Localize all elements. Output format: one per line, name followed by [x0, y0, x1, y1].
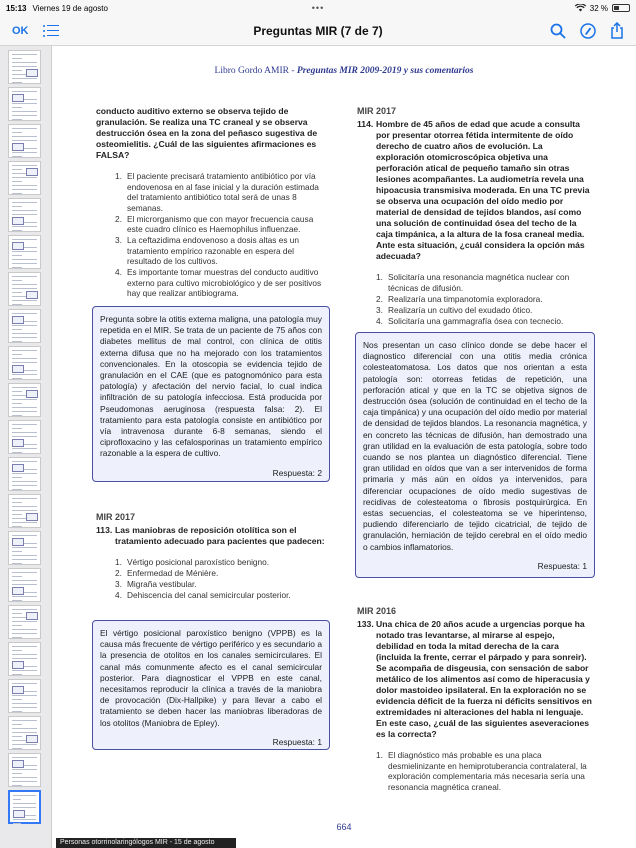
- option-number: 1.: [376, 750, 383, 760]
- option-item: [115, 579, 328, 590]
- option-text: Dehiscencia del canal semicircular posterior.: [127, 590, 291, 600]
- page-thumbnail[interactable]: [8, 568, 41, 602]
- page-thumbnail[interactable]: [8, 235, 41, 269]
- option-number: 1.: [115, 557, 122, 567]
- question-133: [357, 606, 592, 793]
- option-text: Enfermedad de Ménière.: [127, 568, 219, 578]
- commentary-text: Nos presentan un caso clínico donde se debe hacer el diagnostico diferencial con una otitis media crónica colesteatomatosa. Los datos que nos orientan a esta patología son: otorreas fetidas de repetición, una perforación atical y que en la TC se objetiva signos de destrucción ósea (solución de continuidad en el techo de la caja timpánica) y una ocupación del oído medio por material de densidad de tejidos blandos. La resonancia magnética, y en concreto las técnicas de difusión, han demostrado una gran utilidad en la evaluación de esta patología, sobre todo cuando se nos plantea un diagnóstico diferencial. Tiene gran utilidad en oídos que van a ser intervenidos de forma primaria y más aún en oídos ya intervenidos, para diferenciar ocupaciones de oído medio sugestivas de recidivas de colesteatoma o fibrosis postquirúrgica. En estas secuencias, el colesteatoma se ve hiperintenso, pudiendo diferenciarlo de tejido cicatricial, de tejido de granulación, herniación de tejido cerebral en el oído medio o cambios inflamatorios.: [363, 340, 587, 552]
- answer-label: Respuesta: 2: [272, 467, 322, 478]
- option-item: [115, 214, 328, 235]
- option-number: 2.: [376, 293, 383, 304]
- book-title: Libro Gordo AMIR: [214, 66, 289, 76]
- option-number: 4.: [115, 590, 122, 600]
- page-thumbnail[interactable]: [8, 605, 41, 639]
- page-thumbnail[interactable]: [8, 87, 41, 121]
- question-text: Una chica de 20 años acude a urgencias porque ha notado tras levantarse, al mirarse al espejo, debilidad en toda la mitad derecha de la cara (incluida la frente, cerrar el párpado y para sonreir). Se acompaña de disgeusia, con sensación de sabor metálico de los alimentos así como de hiperacusia y dolor mastoideo ipsilateral. En la exploración no se evidencia déficit de la fuerza ni déficits sensitivos en extremidades ni alteraciones del habla ni lenguaje. En este caso, ¿cuál de las siguientes aseveraciones es la correcta?: [376, 619, 592, 739]
- option-item: [376, 750, 592, 792]
- option-number: 2.: [115, 568, 122, 578]
- question-text: Las maniobras de reposición otolítica son el tratamiento adecuado para pacientes que padecen:: [115, 525, 325, 546]
- book-subtitle: Preguntas MIR 2009-2019 y sus comentarios: [296, 66, 474, 76]
- option-text: El diagnóstico más probable es una placa desmielinizante en hemiprotuberancia contralateral, la exploración complementaria más necesaria sería una resonancia magnética craneal.: [388, 750, 587, 792]
- battery-percent: 32 %: [589, 3, 608, 13]
- commentary-box: [355, 332, 595, 578]
- done-button[interactable]: OK: [12, 24, 29, 37]
- bottom-preview-strip[interactable]: Personas otorrinolaringólogos MIR - 15 de agosto: [56, 838, 236, 848]
- options-list: [357, 750, 592, 792]
- status-bar: [0, 0, 636, 16]
- option-item: [115, 171, 328, 213]
- question-text: conducto auditivo externo se observa tejido de granulación. Se realiza una TC craneal y se observa destrucción ósea en la zona del peñasco sugestiva de osteomielitis. ¿Cuál de las siguientes afirmaciones es FALSA?: [96, 106, 318, 160]
- commentary-text: Pregunta sobre la otitis externa maligna, una patología muy repetida en el MIR. Se trata de un paciente de 75 años con diabetes mellitus de mal control, con clínica de otitis externa difusa que no ha mejorado con los tratamientos convencionales. En la otoscopia se evidencia tejido de granulación en el CAE (que es patognomónico para esta patología) y afectación del nervio facial, lo cual indica infiltración de su patología infecciosa. Está producida por Pseudomonas aeruginosa (respuesta falsa: 2). El tratamiento para esta patología consiste en antibiótico por vía intravenosa durante 6-8 semanas, siendo el ciprofloxacino y las cefalosporinas un tratamiento empírico razonable a la espera de cultivo.: [100, 314, 322, 459]
- option-text: El paciente precisará tratamiento antibiótico por vía endovenosa en al fase inicial y la duración estimada del tratamiento antibiótico total será de unas 8 semanas.: [127, 171, 319, 213]
- exam-year-tag: MIR 2017: [96, 512, 136, 522]
- question-114: [357, 106, 592, 327]
- commentary-text: El vértigo posicional paroxístico benigno (VPPB) es la causa más frecuente de vértigo periférico y es secundario a la presencia de otolitos en los canales semicirculares. El canal más comunmente afecto es el canal semicircular posterior. Para diagnosticar el VPPB en este canal, necesitamos reproducir la clínica a través de la maniobra de provocación (Dix-Hallpike) y para llevar a cabo el tratamiento se deben hacer las maniobras liberadoras de los otolitos (Maniobra de Epley).: [100, 628, 322, 728]
- markup-icon[interactable]: [580, 23, 596, 39]
- options-list: [96, 171, 328, 299]
- page-thumbnail[interactable]: [8, 790, 41, 824]
- page-thumbnail[interactable]: [8, 383, 41, 417]
- page-thumbnail[interactable]: [8, 124, 41, 158]
- nav-bar: [0, 16, 636, 46]
- share-icon[interactable]: [610, 22, 624, 39]
- option-number: 4.: [376, 315, 383, 326]
- question-number: 133.: [357, 619, 374, 629]
- options-list: [96, 557, 328, 601]
- option-text: Migraña vestibular.: [127, 579, 197, 589]
- option-item: [115, 267, 328, 299]
- option-item: [115, 557, 328, 568]
- question-113: [96, 512, 328, 601]
- search-icon[interactable]: [550, 23, 566, 39]
- page-thumbnail[interactable]: [8, 642, 41, 676]
- option-text: Vértigo posicional paroxístico benigno.: [127, 557, 270, 567]
- wifi-icon: [575, 4, 586, 12]
- document-title: Preguntas MIR (7 de 7): [253, 23, 383, 38]
- option-number: 3.: [115, 579, 122, 589]
- page-thumbnail[interactable]: [8, 531, 41, 565]
- option-text: Solicitaría una gammagrafía ósea con tecnecio.: [388, 315, 564, 326]
- answer-label: Respuesta: 1: [537, 560, 587, 571]
- exam-year-tag: MIR 2017: [357, 106, 397, 116]
- option-number: 3.: [376, 304, 383, 315]
- question-text: Hombre de 45 años de edad que acude a consulta por presentar otorrea fétida intermitente de oído derecho de cuatro años de evolución. La exploración otomicroscópica objetiva una perforación atical de pequeño tamaño sin otras lesiones acompañantes. La audiometría revela una hipoacusia transmisiva moderada. En una TC previa se observa una ocupación del oído medio por material de densidad de tejidos blandos, así como una solución de continuidad ósea del techo de la caja timpánica, a la altura de la fosa craneal media. Ante esta situación, ¿cuál considera la opción más adecuada?: [376, 119, 590, 261]
- page-thumbnail[interactable]: [8, 753, 41, 787]
- page-thumbnail[interactable]: [8, 457, 41, 491]
- battery-icon: [612, 4, 630, 12]
- multitask-dots-icon[interactable]: •••: [311, 3, 325, 13]
- option-text: Es importante tomar muestras del conducto auditivo externo para cultivo microbiológico y de ser positivos hay que realizar antibiograma.: [127, 267, 322, 298]
- commentary-box: [92, 620, 330, 750]
- question-number: 113.: [96, 525, 113, 535]
- option-text: El microrganismo que con mayor frecuencia causa este cuadro clínico es Haemophilus influenzae.: [127, 213, 314, 234]
- option-text: Realizaría un cultivo del exudado ótico.: [388, 304, 533, 315]
- option-number: 1.: [376, 272, 383, 282]
- page-thumbnails-sidebar[interactable]: [0, 46, 52, 848]
- option-item: [115, 235, 328, 267]
- option-text: Realizaría una timpanotomía exploradora.: [388, 293, 543, 304]
- status-date: Viernes 19 de agosto: [32, 3, 108, 13]
- page-thumbnail[interactable]: [8, 50, 41, 84]
- option-item: [115, 568, 328, 579]
- option-number: 3.: [115, 235, 122, 245]
- page-thumbnail[interactable]: [8, 309, 41, 343]
- option-item: [376, 272, 592, 293]
- page-thumbnail[interactable]: [8, 272, 41, 306]
- question-number: 114.: [357, 119, 374, 129]
- page-thumbnail[interactable]: [8, 716, 41, 750]
- answer-label: Respuesta: 1: [272, 736, 322, 747]
- page-thumbnail[interactable]: [8, 494, 41, 528]
- option-number: 1.: [115, 171, 122, 181]
- option-text: Solicitaría una resonancia magnética nuclear con técnicas de difusión.: [388, 272, 570, 293]
- exam-year-tag: MIR 2016: [357, 606, 397, 616]
- option-number: 2.: [115, 213, 122, 224]
- question-continued: [96, 106, 328, 299]
- status-time: 15:13: [6, 3, 27, 13]
- option-item: [376, 316, 592, 327]
- option-text: La ceftazidima endovenoso a dosis altas es un tratamiento empírico razonable en espera del resultado de los cultivos.: [127, 235, 300, 266]
- list-icon[interactable]: [43, 25, 59, 37]
- page-thumbnail[interactable]: [8, 346, 41, 380]
- option-item: [376, 305, 592, 316]
- page-thumbnail[interactable]: [8, 679, 41, 713]
- page-thumbnail[interactable]: [8, 161, 41, 195]
- pdf-page: [52, 46, 636, 848]
- options-list: [357, 272, 592, 326]
- option-item: [115, 590, 328, 601]
- option-number: 4.: [115, 267, 122, 277]
- option-item: [376, 294, 592, 305]
- page-number: 664: [336, 822, 352, 832]
- commentary-box: [92, 306, 330, 482]
- page-thumbnail[interactable]: [8, 198, 41, 232]
- page-thumbnail[interactable]: [8, 420, 41, 454]
- page-header: Libro Gordo AMIR - Preguntas MIR 2009-2019 y sus comentarios: [214, 66, 474, 76]
